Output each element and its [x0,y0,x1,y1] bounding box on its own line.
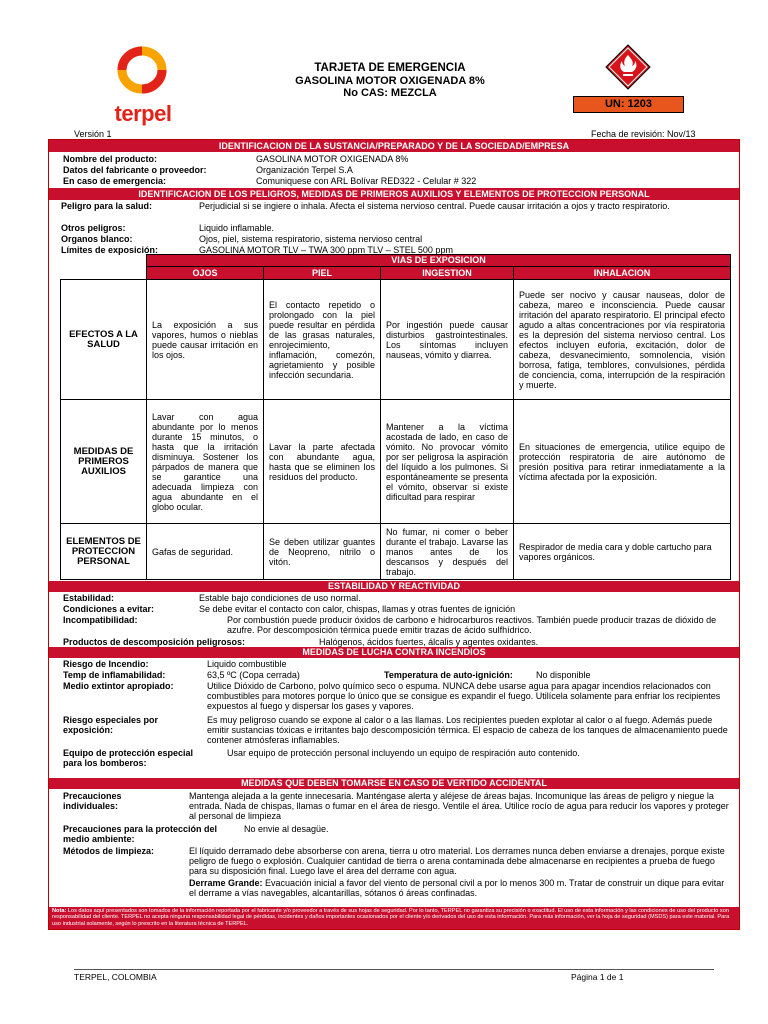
brand-name: terpel [114,101,172,126]
terpel-logo-icon [108,44,178,100]
document-title: TARJETA DE EMERGENCIA [314,62,466,74]
ppe-ingestion: No fumar, ni comer o beber durante el trabajo. Lavarse las manos antes de los descansos y después del trabajo. [381,524,514,580]
emergency-label: En caso de emergencia: [63,176,167,186]
note-text: Los datos aquí presentados son tomados de la información reportada por el fabricante y/o proveedor a través de sus hojas de seguridad. Por lo tanto, TERPEL no garantiza su precisión o exactitud. El uso de esta información y las condiciones de uso del producto son responsabilidad del cliente. TERPEL no acepta ninguna responsabilidad legal de pérdidas, incidentes y daños importantes ocasionados por el cliente y/o derivados del uso de esta información. Para más información, ver la hoja de seguridad (MSDS) para este material. Para uso industrial solamente, según lo prescrito en la literatura técnica de TERPEL. [52,908,730,927]
section-stability [49,592,739,647]
individual-precautions-value: Mantenga alejada a la gente innecesaria. Manténgase alerta y aléjese de áreas bajas. Incomunique las áreas de peligro y niegue la entrada. Nada de chispas, llamas o fumar en el área de riesgo. Ventile el área. Utilice rocío de agua para reducir los vapores y proteger al personal de limpieza [189,791,729,821]
cleanup-methods-value: El líquido derramado debe absorberse con arena, tierra u otro material. Los derrames nunca deben enviarse a drenajes, porque existe peligro de fuego o explosión. Cualquier cantidad de tierra o arena contaminada debe almacenarse en recipientes a prueba de fuego para su disposición final. Luego lave el área del derrame con agua. [189,846,725,876]
decomposition-value: Halógenos, ácidos fuertes, álcalis y agentes oxidantes. [319,637,539,647]
special-risk-label: Riesgo especiales por exposición: [63,715,159,735]
table-row [61,524,731,580]
section-hazards-header: IDENTIFICACION DE LOS PELIGROS, MEDIDAS DE PRIMEROS AUXILIOS Y ELEMENTOS DE PROTECCION PERSONAL [49,188,739,200]
col-ojos: OJOS [147,267,264,280]
exposure-routes-title: VIAS DE EXPOSICION [147,255,731,267]
col-inhalacion: INHALACION [514,267,731,280]
manufacturer-label: Datos del fabricante o proveedor: [63,165,207,175]
section-stability-header: ESTABILIDAD Y REACTIVIDAD [49,581,739,592]
fire-risk-value: Liquido combustible [207,659,287,669]
legal-note [49,907,740,930]
ppe-skin: Se deben utilizar guantes de Neopreno, nitrilo o vitón. [264,524,381,580]
col-piel: PIEL [264,267,381,280]
row-label-ppe: ELEMENTOS DE PROTECCION PERSONAL [61,524,147,580]
extinguisher-value: Utilice Dióxido de Carbono, polvo químico seco o espuma. NUNCA debe usarse agua para apagar incendios relacionados con combustibles para motores porque lo único que se consigue es expandir el fuego. Utilícela solamente para enfriar los recipientes expuestos al fuego y dispersar los gases y vapores. [207,681,721,711]
section-identification [49,152,739,194]
section-hazards [49,200,739,256]
ppe-eyes: Gafas de seguridad. [147,524,264,580]
flash-point-value: 63,5 ºC (Copa cerrada) [207,670,300,680]
product-name-label: Nombre del producto: [63,154,157,164]
product-name-value: GASOLINA MOTOR OXIGENADA 8% [256,154,409,164]
first-aid-skin: Lavar la parte afectada con abundante agua, hasta que se eliminen los residuos del producto. [264,400,381,524]
manufacturer-value: Organización Terpel S.A [256,165,353,175]
firefighter-equipment-label: Equipo de protección especial para los bomberos: [63,748,194,768]
conditions-label: Condiciones a evitar: [63,604,155,614]
un-number-badge: UN: 1203 [573,96,684,113]
cleanup-methods-label: Métodos de limpieza: [63,846,155,856]
large-spill-label: Derrame Grande: [189,878,263,888]
conditions-value: Se debe evitar el contacto con calor, chispas, llamas y otras fuentes de ignición [199,604,516,614]
footer-divider [74,969,714,970]
special-risk-value: Es muy peligroso cuando se expone al calor o a las llamas. Los recipientes pueden explotar al calor o al fuego. Además puede emitir sustancias tóxicas e irritantes bajo descomposición térmica. El espacio de cabeza de los tanques de almacenamiento puede contener atmósferas inflamables. [207,715,728,745]
autoignition-label: Temperatura de auto-ignición: [384,670,513,680]
footer-page: Página 1 de 1 [571,972,624,982]
section-fire-header: MEDIDAS DE LUCHA CONTRA INCENDIOS [49,647,739,658]
firefighter-equipment-value: Usar equipo de protección personal incluyendo un equipo de respiración auto contenido. [227,748,580,758]
exposure-routes-header-row [61,267,731,280]
exposure-routes-table [60,254,731,580]
first-aid-eyes: Lavar con agua abundante por lo menos durante 15 minutos, o hasta que la irritación disminuya. Sostener los párpados de manera que se garantice una adecuada limpieza con agua abundante en el globo ocular. [147,400,264,524]
ppe-inhalation: Respirador de media cara y doble cartucho para vapores orgánicos. [514,524,731,580]
environment-precautions-label: Precauciones para la protección del medio ambiente: [63,824,218,844]
large-spill [189,878,729,898]
note-label: Nota: [52,908,67,914]
large-spill-value: Evacuación inicial a favor del viento de personal civil a por lo menos 300 m. Tratar de construir un dique para evitar el derrame a vías navegables, alcantarillas, sótanos ó áreas confinadas. [189,878,725,898]
terpel-logo [108,44,178,124]
footer-company: TERPEL, COLOMBIA [74,972,157,982]
incompatibility-value: Por combustión puede producir óxidos de carbono e hidrocarburos reactivos. También puede producir trazas de dióxido de azufre. Por descomposición térmica puede emitir trazas de ácido sulfhídrico. [227,615,717,635]
section-spill [49,789,739,898]
other-hazards-label: Otros peligros: [61,223,126,233]
effects-ingestion: Por ingestión puede causar disturbios gastrointestinales. Los síntomas incluyen nauseas, vómito y diarrea. [381,280,514,400]
exposure-limits-value: GASOLINA MOTOR TLV – TWA 300 ppm TLV – STEL 500 ppm [199,245,453,255]
flammable-hazard-icon [605,44,651,90]
exposure-routes-title-row [61,255,731,267]
table-row [61,280,731,400]
cas-number: No CAS: MEZCLA [343,87,437,99]
document-header [250,62,530,100]
effects-skin: El contacto repetido o prolongado con la piel puede resultar en pérdida de las grasas naturales, enrojecimiento, inflamación, comezón, agrietamiento y posible infección secundaria. [264,280,381,400]
table-row [61,400,731,524]
revision-date: Fecha de revisión: Nov/13 [591,129,696,139]
effects-inhalation: Puede ser nocivo y causar nauseas, dolor de cabeza, mareo e inconsciencia. Puede causar irritación del aparato respiratorio. El principal efecto agudo a altas concentraciones por vía respiratoria es la depresión del sistema nervioso central. Los efectos incluyen euforia, excitación, dolor de cabeza, desvanecimiento, somnolencia, visión borrosa, fatiga, temblores, convulsiones, pérdida de conciencia, coma, interrupción de la respiración y muerte. [514,280,731,400]
target-organs-value: Ojos, piel, sistema respiratorio, sistema nervioso central [199,234,423,244]
stability-value: Estable bajo condiciones de uso normal. [199,593,361,603]
col-ingestion: INGESTION [381,267,514,280]
exposure-limits-label: Límites de exposición: [61,245,159,255]
target-organs-label: Organos blanco: [61,234,133,244]
extinguisher-label: Medio extintor apropiado: [63,681,174,691]
emergency-value: Comuniquese con ARL Bolívar RED322 - Celular # 322 [256,176,477,186]
section-fire [49,658,739,778]
product-title: GASOLINA MOTOR OXIGENADA 8% [295,74,485,87]
autoignition-value: No disponible [536,670,591,680]
effects-eyes: La exposición a sus vapores, humos o nieblas puede causar irritación en los ojos. [147,280,264,400]
section-identification-header: IDENTIFICACION DE LA SUSTANCIA/PREPARADO Y DE LA SOCIEDAD/EMPRESA [49,140,739,152]
first-aid-inhalation: En situaciones de emergencia, utilice equipo de protección respiratoria de aire autónomo de presión positiva para retirar inmediatamente a la víctima afectada por la exposición. [514,400,731,524]
health-hazard-value: Perjudicial si se ingiere o inhala. Afecta el sistema nervioso central. Puede causar irritación a ojos y tracto respiratorio. [199,201,670,211]
row-label-effects: EFECTOS A LA SALUD [61,280,147,400]
fire-risk-label: Riesgo de Incendio: [63,659,149,669]
other-hazards-value: Liquido inflamable. [199,223,275,233]
flash-point-label: Temp de inflamabilidad: [63,670,166,680]
first-aid-ingestion: Mantener a la víctima acostada de lado, en caso de vómito. No provocar vómito por ser peligrosa la aspiración del líquido a los pulmones. Si espontáneamente se presenta el vómito, observar si existe dificultad para respirar [381,400,514,524]
row-label-first-aid: MEDIDAS DE PRIMEROS AUXILIOS [61,400,147,524]
health-hazard-label: Peligro para la salud: [61,201,153,211]
document-body [48,139,740,930]
section-spill-header: MEDIDAS QUE DEBEN TOMARSE EN CASO DE VERTIDO ACCIDENTAL [49,778,739,789]
version-label: Versión 1 [74,129,112,139]
decomposition-label: Productos de descomposición peligrosos: [63,637,246,647]
incompatibility-label: Incompatibilidad: [63,615,138,625]
individual-precautions-label: Precauciones individuales: [63,791,122,811]
environment-precautions-value: No envie al desagüe. [244,824,329,834]
stability-label: Estabilidad: [63,593,115,603]
